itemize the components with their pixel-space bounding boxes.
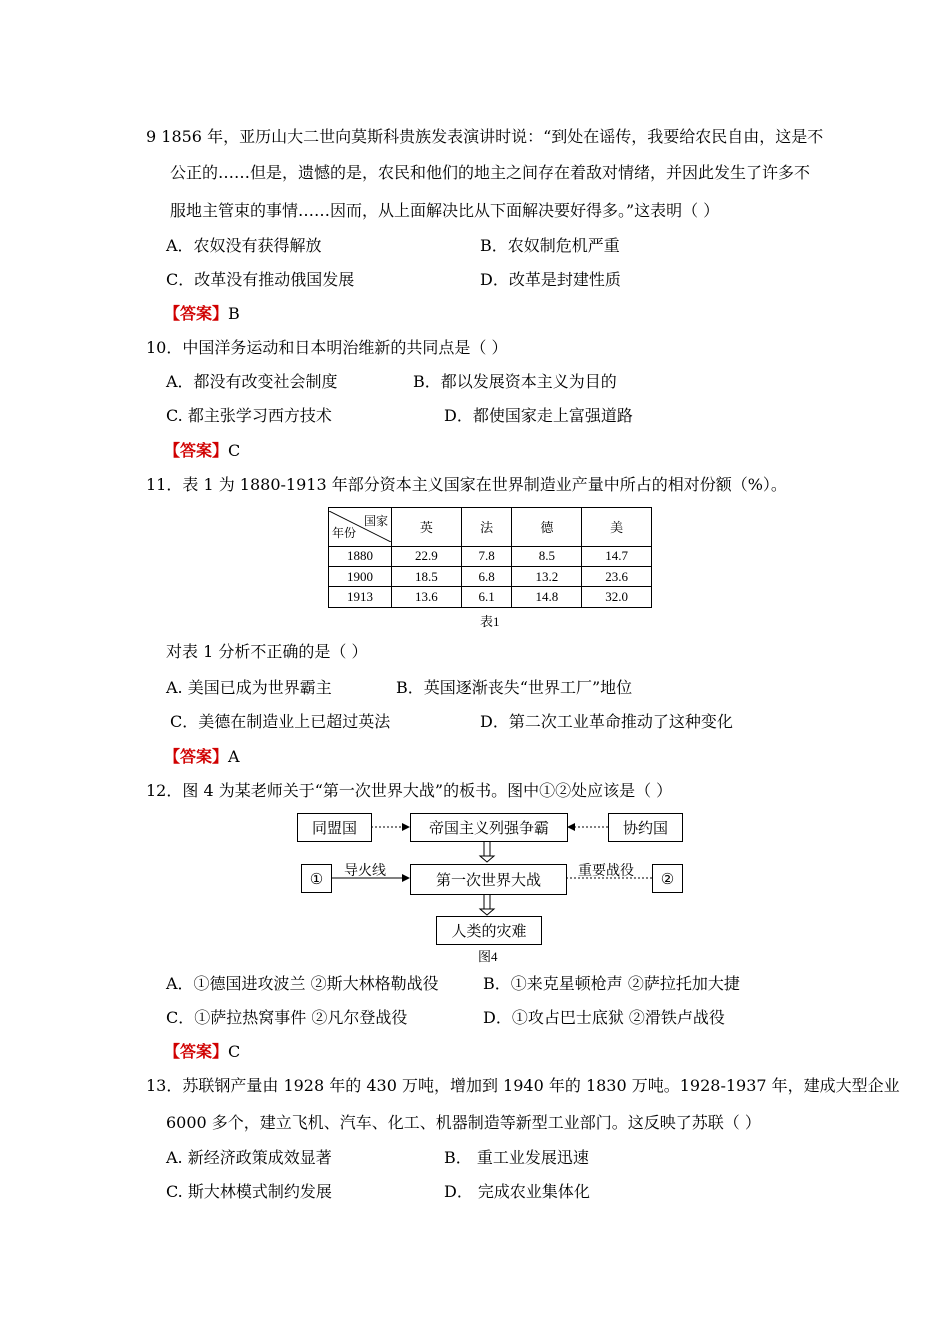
box-imperial-rivalry: 帝国主义列强争霸 [410,813,568,842]
table-cell: 32.0 [582,587,652,608]
box-world-war-one: 第一次世界大战 [410,864,567,895]
q11-option-c: C．美德在制造业上已超过英法 [170,712,391,731]
q12-option-a: A．①德国进攻波兰 ②斯大林格勒战役 [166,974,439,993]
label-fuse: 导火线 [344,863,386,879]
table-cell: 6.8 [461,567,512,587]
table-col-header: 德 [512,508,582,547]
table-cell-year: 1900 [329,567,392,587]
q11-question: 对表 1 分析不正确的是（ ） [166,642,368,661]
box-blank-2: ② [652,864,683,893]
box-entente: 协约国 [608,813,683,842]
q13-option-c: C. 斯大林模式制约发展 [166,1182,332,1201]
table-cell: 18.5 [392,567,462,587]
q12-answer [164,1042,240,1062]
q12-option-b: B．①来克星顿枪声 ②萨拉托加大捷 [483,974,740,993]
table-cell: 7.8 [461,546,512,566]
answer-value: C [228,441,241,460]
header-year: 年份 [332,526,357,541]
table-row [329,567,652,587]
q9-stem-line3: 服地主管束的事情……因而，从上面解决比从下面解决要好得多。”这表明（ ） [170,201,720,220]
answer-value: C [228,1042,241,1061]
q11-option-a: A. 美国已成为世界霸主 [166,678,332,697]
q11-option-b: B．英国逐渐丧失“世界工厂”地位 [396,678,633,697]
q10-option-b: B．都以发展资本主义为目的 [413,372,617,391]
q9-option-d: D．改革是封建性质 [480,270,621,289]
q9-option-a: A．农奴没有获得解放 [166,236,322,255]
q9-option-b: B．农奴制危机严重 [480,236,620,255]
table-caption: 表1 [480,614,500,629]
q12-stem: 12．图 4 为某老师关于“第一次世界大战”的板书。图中①②处应该是（ ） [146,781,673,800]
q11-option-d: D．第二次工业革命推动了这种变化 [480,712,733,731]
table-cell-year: 1880 [329,546,392,566]
table-col-header: 法 [461,508,512,547]
q10-stem: 10．中国洋务运动和日本明治维新的共同点是（ ） [146,338,508,357]
table-cell: 23.6 [582,567,652,587]
q11-stem: 11．表 1 为 1880-1913 年部分资本主义国家在世界制造业产量中所占的相对份额（%）。 [146,475,787,494]
q9-stem-line1: 9 1856 年，亚历山大二世向莫斯科贵族发表演讲时说：“到处在谣传，我要给农民自由，这是不 [146,127,824,146]
box-human-disaster: 人类的灾难 [436,916,542,945]
table-col-header: 英 [392,508,462,547]
table-corner-cell [329,508,392,547]
q11-answer [164,747,240,767]
q12-option-d: D．①攻占巴士底狱 ②滑铁卢战役 [483,1008,725,1027]
answer-tag: 【答案】 [164,1042,229,1061]
table-header-row [329,508,652,547]
table-cell: 8.5 [512,546,582,566]
q10-option-a: A．都没有改变社会制度 [166,372,338,391]
diagram-caption: 图4 [478,949,498,964]
table-cell: 13.2 [512,567,582,587]
table-cell: 14.8 [512,587,582,608]
q9-stem-line2: 公正的……但是，遗憾的是，农民和他们的地主之间存在着敌对情绪，并因此发生了许多不 [170,163,811,182]
header-country: 国家 [363,514,388,529]
answer-tag: 【答案】 [164,441,229,460]
q9-option-c: C．改革没有推动俄国发展 [166,270,355,289]
box-central-powers: 同盟国 [297,813,372,842]
q12-option-c: C．①萨拉热窝事件 ②凡尔登战役 [166,1008,408,1027]
q13-option-a: A. 新经济政策成效显著 [166,1148,332,1167]
q9-answer [164,304,240,324]
q11-table [328,507,652,608]
table-cell: 6.1 [461,587,512,608]
table-cell: 13.6 [392,587,462,608]
q13-stem-line1: 13．苏联钢产量由 1928 年的 430 万吨，增加到 1940 年的 1830 万吨。1928-1937 年，建成大型企业 [146,1076,900,1095]
table-row [329,587,652,608]
q10-answer [164,441,240,461]
table-cell-year: 1913 [329,587,392,608]
table-col-header: 美 [582,508,652,547]
table-cell: 22.9 [392,546,462,566]
q13-option-b: B． 重工业发展迅速 [444,1148,589,1167]
q13-option-d: D． 完成农业集体化 [444,1182,590,1201]
answer-value: A [228,747,240,766]
q10-option-d: D．都使国家走上富强道路 [444,406,633,425]
q13-stem-line2: 6000 多个，建立飞机、汽车、化工、机器制造等新型工业部门。这反映了苏联（ ） [166,1113,761,1132]
answer-tag: 【答案】 [164,747,229,766]
q10-option-c: C. 都主张学习西方技术 [166,406,332,425]
table-cell: 14.7 [582,546,652,566]
box-blank-1: ① [301,864,332,893]
answer-value: B [228,304,240,323]
label-battles: 重要战役 [578,863,634,879]
table-row [329,546,652,566]
answer-tag: 【答案】 [164,304,229,323]
